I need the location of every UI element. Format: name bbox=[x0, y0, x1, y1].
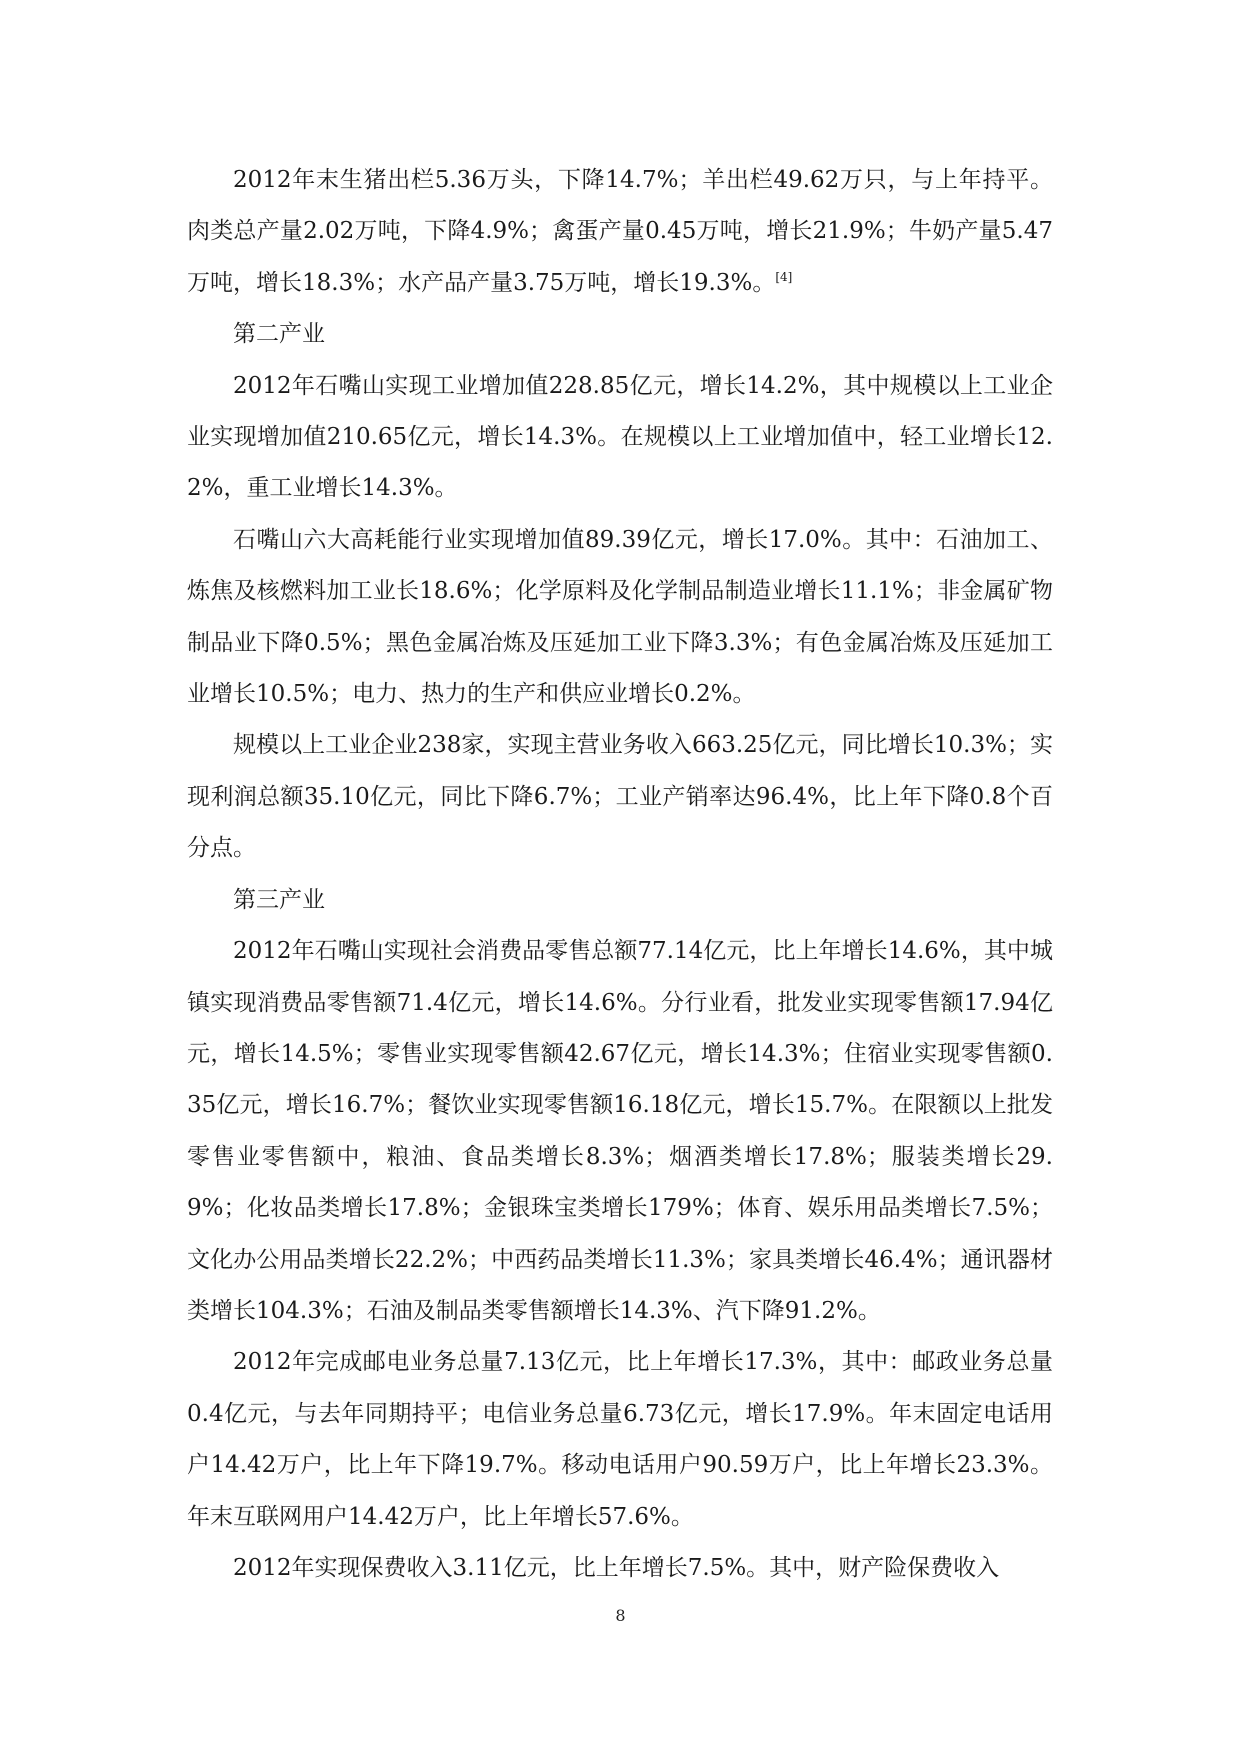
section-heading-secondary-industry: 第二产业 bbox=[233, 321, 325, 348]
paragraph-retail-sales: 2012年石嘴山实现社会消费品零售总额77.14亿元，比上年增长14.6%，其中城镇实现消费品零售额71.4亿元，增长14.6%。分行业看，批发业实现零售额17.94亿元，增长14.5%；零售业实现零售额42.67亿元，增长14.3%；住宿业实现零售额0.35亿元，增长16.7%；餐饮业实现零售额16.18亿元，增长15.7%。在限额以上批发零售业零售额中，粮油、食品类增长8.3%；烟酒类增长17.8%；服装类增长29.9%；化妆品类增长17.8%；金银珠宝类增长179%；体育、娱乐用品类增长7.5%；文化办公用品类增长22.2%；中西药品类增长11.3%；家具类增长46.4%；通讯器材类增长104.3%；石油及制品类零售额增长14.3%、汽下降91.2%。 bbox=[187, 938, 1053, 1324]
citation-superscript: [4] bbox=[775, 269, 793, 284]
paragraph-text: 2012年末生猪出栏5.36万头，下降14.7%；羊出栏49.62万只，与上年持平。肉类总产量2.02万吨，下降4.9%；禽蛋产量0.45万吨，增长21.9%；牛奶产量5.47万吨，增长18.3%；水产品产量3.75万吨，增长19.3%。 bbox=[187, 167, 1053, 296]
paragraph-industrial-value-added: 2012年石嘴山实现工业增加值228.85亿元，增长14.2%，其中规模以上工业企业实现增加值210.65亿元，增长14.3%。在规模以上工业增加值中，轻工业增长12.2%，重工业增长14.3%。 bbox=[187, 372, 1053, 502]
paragraph-livestock bbox=[187, 155, 1053, 309]
section-heading-tertiary-industry: 第三产业 bbox=[233, 886, 325, 913]
paragraph-industrial-enterprises: 规模以上工业企业238家，实现主营业务收入663.25亿元，同比增长10.3%；实现利润总额35.10亿元，同比下降6.7%；工业产销率达96.4%，比上年下降0.8个百分点。 bbox=[187, 732, 1053, 862]
document-body bbox=[187, 155, 1053, 1594]
paragraph-post-telecom: 2012年完成邮电业务总量7.13亿元，比上年增长17.3%，其中：邮政业务总量0.4亿元，与去年同期持平；电信业务总量6.73亿元，增长17.9%。年末固定电话用户14.42万户，比上年下降19.7%。移动电话用户90.59万户，比上年增长23.3%。年末互联网用户14.42万户，比上年增长57.6%。 bbox=[187, 1349, 1053, 1530]
page-number: 8 bbox=[615, 1606, 626, 1625]
paragraph-insurance: 2012年实现保费收入3.11亿元，比上年增长7.5%。其中，财产险保费收入 bbox=[233, 1554, 1000, 1581]
paragraph-energy-intensive-industries: 石嘴山六大高耗能行业实现增加值89.39亿元，增长17.0%。其中：石油加工、炼焦及核燃料加工业长18.6%；化学原料及化学制品制造业增长11.1%；非金属矿物制品业下降0.5%；黑色金属冶炼及压延加工业下降3.3%；有色金属冶炼及压延加工业增长10.5%；电力、热力的生产和供应业增长0.2%。 bbox=[187, 526, 1053, 708]
